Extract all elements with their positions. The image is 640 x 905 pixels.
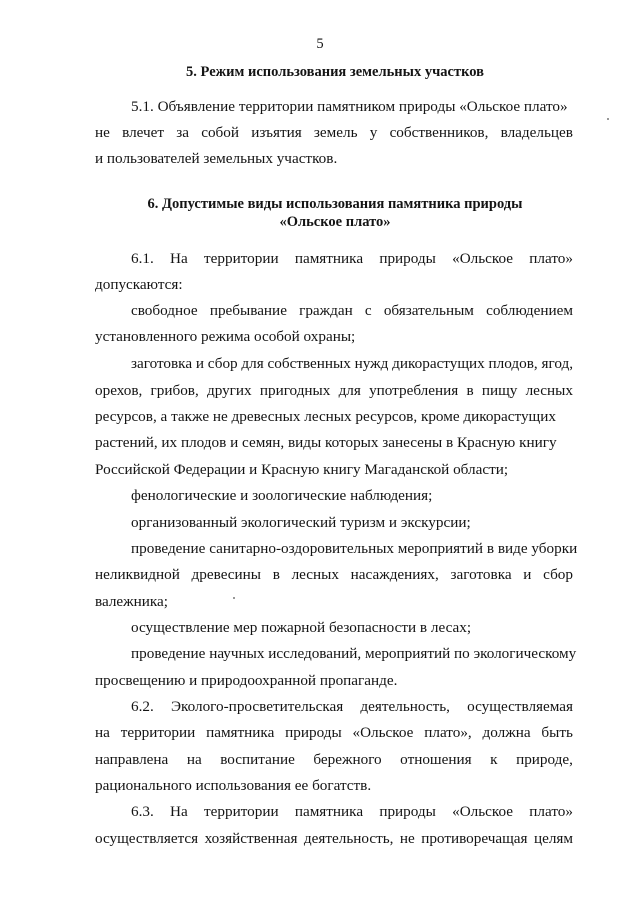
word: влечет — [122, 124, 165, 141]
word: природе, — [516, 751, 573, 768]
word: лесных — [291, 566, 339, 583]
section-6-heading-line-2: «Ольское плато» — [279, 214, 391, 230]
list-item-1-line-1 — [131, 302, 573, 320]
word: памятника — [294, 803, 364, 820]
list-item-1-line-2: установленного режима особой охраны; — [95, 328, 356, 345]
word: деятельность, — [360, 698, 450, 715]
word: сбор — [543, 566, 573, 583]
word: других — [206, 382, 252, 399]
word: На — [170, 803, 188, 820]
word: на — [186, 751, 202, 768]
word: направлена — [95, 751, 169, 768]
word: памятника — [206, 724, 275, 741]
para-5-1-line-3: и пользователей земельных участков. — [95, 150, 338, 167]
section-5-heading: 5. Режим использования земельных участков — [186, 64, 484, 80]
word: природы — [379, 250, 436, 267]
list-item-2-line-3: ресурсов, а также не древесных лесных ресурсов, кроме дикорастущих — [95, 408, 556, 425]
word: памятника — [294, 250, 364, 267]
word: природы — [285, 724, 342, 741]
word: воспитание — [220, 751, 295, 768]
para-6-2-line-1 — [131, 698, 573, 716]
word: плато», — [424, 724, 472, 741]
word: должна — [482, 724, 531, 741]
word: бережного — [313, 751, 382, 768]
word: земель — [313, 124, 358, 141]
word: собой — [201, 124, 240, 141]
word: пригодных — [259, 382, 331, 399]
word: граждан — [299, 302, 353, 319]
word: для — [338, 382, 361, 399]
word: пребывание — [209, 302, 287, 319]
word: На — [170, 250, 188, 267]
word: насаждениях, — [350, 566, 439, 583]
word: природы — [379, 803, 436, 820]
word: Эколого-просветительская — [170, 698, 344, 715]
word: не — [399, 830, 415, 847]
para-6-2-line-2 — [95, 724, 573, 742]
list-item-5-line-1: проведение санитарно-оздоровительных мероприятий в виде уборки — [131, 540, 578, 557]
word: с — [364, 302, 372, 319]
word: и — [523, 566, 532, 583]
list-item-2-line-2 — [95, 382, 573, 400]
word: плато» — [529, 803, 573, 820]
word: у — [369, 124, 378, 141]
word: территории — [120, 724, 196, 741]
scan-speck — [607, 118, 609, 120]
word: изъятия — [251, 124, 302, 141]
page-number: 5 — [316, 36, 324, 52]
list-item-4: организованный экологический туризм и экскурсии; — [131, 514, 471, 531]
list-item-2-line-5: Российской Федерации и Красную книгу Магаданской области; — [95, 461, 509, 478]
word: противоречащая — [421, 830, 528, 847]
word: свободное — [131, 302, 198, 319]
word: территории — [204, 250, 279, 267]
word: обязательным — [383, 302, 474, 319]
word: лесных — [525, 382, 573, 399]
para-6-1-line-2: допускаются: — [95, 276, 183, 293]
word: владельцев — [500, 124, 573, 141]
scan-speck — [233, 597, 235, 599]
word: в — [466, 382, 474, 399]
para-6-3-line-1 — [131, 803, 573, 821]
para-5-1-line-1: 5.1. Объявление территории памятником природы «Ольское плато» — [131, 98, 568, 115]
word: отношения — [400, 751, 472, 768]
word: не — [95, 124, 110, 141]
list-item-5-line-2 — [95, 566, 573, 584]
word: «Ольское — [452, 803, 514, 820]
word: 6.1. — [131, 250, 154, 267]
word: соблюдением — [486, 302, 573, 319]
para-6-3-line-2 — [95, 830, 573, 848]
section-6-heading-line-1: 6. Допустимые виды использования памятника природы — [147, 196, 523, 212]
word: на — [95, 724, 110, 741]
list-item-7-line-2: просвещению и природоохранной пропаганде. — [95, 672, 398, 689]
list-item-2-line-4: растений, их плодов и семян, виды которых занесены в Красную книгу — [95, 434, 557, 451]
word: употребления — [369, 382, 459, 399]
word: неликвидной — [95, 566, 180, 583]
word: «Ольское — [452, 250, 514, 267]
para-6-1-line-1 — [131, 250, 573, 268]
list-item-3: фенологические и зоологические наблюдения; — [131, 487, 433, 504]
para-5-1-line-2 — [95, 124, 573, 142]
list-item-6: осуществление мер пожарной безопасности в лесах; — [131, 619, 472, 636]
word: в — [272, 566, 280, 583]
word: к — [490, 751, 498, 768]
para-6-2-line-4: рационального использования ее богатств. — [95, 777, 372, 794]
word: «Ольское — [352, 724, 414, 741]
word: осуществляется — [95, 830, 199, 847]
list-item-5-line-3: валежника; — [95, 593, 169, 610]
word: заготовка — [450, 566, 512, 583]
word: осуществляемая — [467, 698, 573, 715]
word: древесины — [191, 566, 262, 583]
word: орехов, — [95, 382, 143, 399]
word: пищу — [481, 382, 518, 399]
list-item-7-line-1: проведение научных исследований, мероприятий по экологическому — [131, 645, 577, 662]
word: 6.3. — [131, 803, 154, 820]
word: быть — [541, 724, 573, 741]
word: целям — [533, 830, 573, 847]
word: собственников, — [389, 124, 489, 141]
word: грибов, — [150, 382, 199, 399]
word: хозяйственная — [204, 830, 298, 847]
word: территории — [204, 803, 279, 820]
word: за — [176, 124, 189, 141]
word: 6.2. — [131, 698, 154, 715]
word: деятельность, — [303, 830, 394, 847]
word: плато» — [529, 250, 573, 267]
list-item-2-line-1: заготовка и сбор для собственных нужд дикорастущих плодов, ягод, — [131, 355, 574, 372]
para-6-2-line-3 — [95, 751, 573, 769]
